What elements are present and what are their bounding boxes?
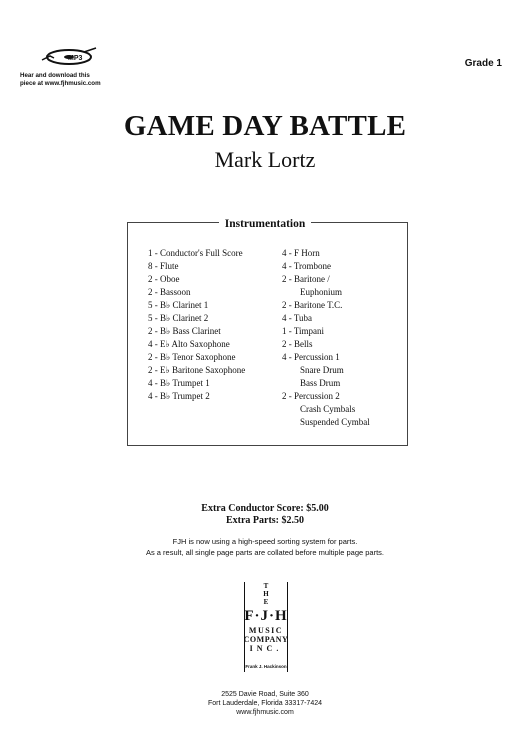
instrument-subitem: Crash Cymbals <box>300 404 356 414</box>
instrument-item: 2 - Percussion 2 <box>282 391 340 401</box>
logo-fjh: F·J·H <box>244 608 288 624</box>
instrumentation-left-column <box>148 247 245 403</box>
mp3-download-note <box>20 72 120 88</box>
grade-label: Grade 1 <box>464 58 502 69</box>
instrument-subitem: Euphonium <box>300 287 342 297</box>
instrument-item: 2 - E♭ Baritone Saxophone <box>148 365 246 375</box>
publisher-address <box>0 690 530 717</box>
instrument-item: 4 - Tuba <box>282 313 313 323</box>
instrument-subitem: Bass Drum <box>300 378 341 388</box>
instrumentation-heading-text: Instrumentation <box>219 218 312 230</box>
mp3-label: MP3 <box>68 55 83 62</box>
sorting-notice-line-1: FJH is now using a high-speed sorting system for parts. <box>172 537 358 546</box>
instrument-item: 2 - B♭ Tenor Saxophone <box>148 352 236 362</box>
instrument-item: 5 - B♭ Clarinet 1 <box>148 300 209 310</box>
address-line-2: Fort Lauderdale, Florida 33317-7424 <box>207 700 323 707</box>
instrument-item: 2 - Bassoon <box>148 287 191 297</box>
logo-inc: INC. <box>249 644 283 653</box>
instrument-item: 4 - Trombone <box>282 261 332 271</box>
instrument-subitem: Suspended Cymbal <box>300 417 370 427</box>
instrument-item: 2 - Oboe <box>148 274 180 284</box>
logo-signature: Frank J. Hackinson <box>245 664 287 669</box>
website-link[interactable]: www.fjhmusic.com <box>236 709 294 716</box>
instrument-item: 1 - Conductor's Full Score <box>148 248 243 258</box>
instrument-item: 2 - Baritone T.C. <box>282 300 343 310</box>
instrument-subitem: Snare Drum <box>300 365 344 375</box>
extra-prices <box>0 503 530 527</box>
address-line-1: 2525 Davie Road, Suite 360 <box>221 691 309 698</box>
instrument-item: 2 - B♭ Bass Clarinet <box>148 326 221 336</box>
piece-title: GAME DAY BATTLE <box>123 110 407 142</box>
instrumentation-right-column <box>282 247 370 429</box>
sorting-notice <box>0 536 530 558</box>
logo-music: MUSIC <box>248 626 284 635</box>
instrument-item: 4 - E♭ Alto Saxophone <box>148 339 230 349</box>
instrument-item: 1 - Timpani <box>282 326 325 336</box>
mp3-line-2: piece at www.fjhmusic.com <box>20 80 101 87</box>
instrument-item: 5 - B♭ Clarinet 2 <box>148 313 209 323</box>
extra-conductor-score-price: Extra Conductor Score: $5.00 <box>201 503 329 514</box>
instrument-item: 4 - Percussion 1 <box>282 352 340 362</box>
extra-parts-price: Extra Parts: $2.50 <box>225 515 305 526</box>
instrument-item: 8 - Flute <box>148 261 179 271</box>
instrumentation-heading <box>0 214 530 232</box>
composer-name: Mark Lortz <box>214 147 316 172</box>
instrument-item: 4 - F Horn <box>282 248 320 258</box>
instrument-item: 2 - Bells <box>282 339 313 349</box>
instrument-item: 4 - B♭ Trumpet 1 <box>148 378 210 388</box>
logo-company: COMPANY <box>243 635 289 644</box>
mp3-line-1: Hear and download this <box>20 72 90 79</box>
instrument-item: 4 - B♭ Trumpet 2 <box>148 391 210 401</box>
instrument-item: 2 - Baritone / <box>282 274 330 284</box>
fjh-logo <box>231 582 301 677</box>
logo-the: T H E <box>263 582 269 606</box>
sorting-notice-line-2: As a result, all single page parts are collated before multiple page parts. <box>145 548 385 557</box>
